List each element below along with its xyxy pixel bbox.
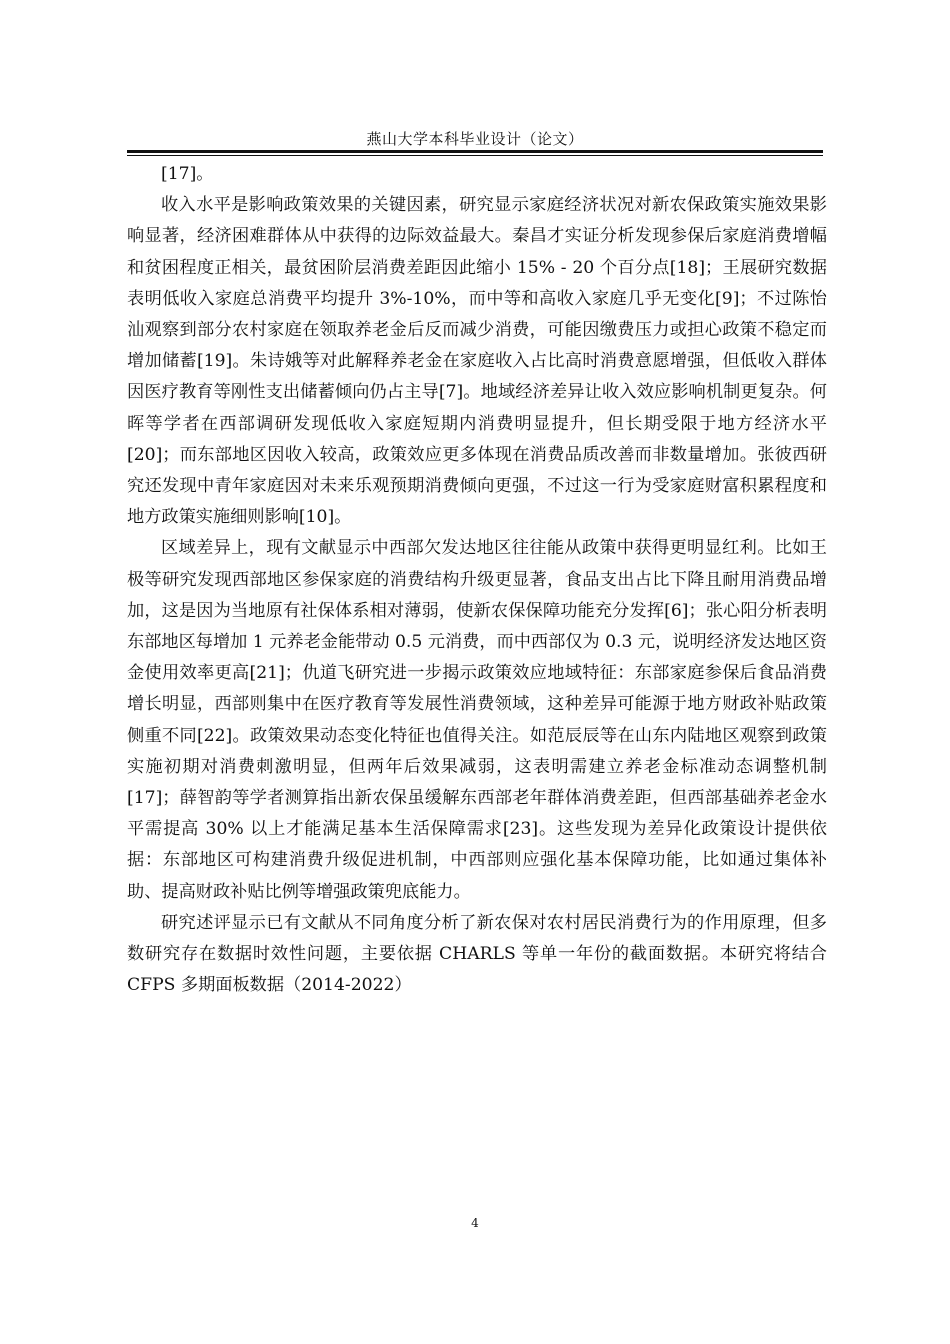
page-header-title: 燕山大学本科毕业设计（论文） xyxy=(366,130,584,148)
page-number: 4 xyxy=(471,1216,479,1230)
paragraph-research-review: 研究述评显示已有文献从不同角度分析了新农保对农村居民消费行为的作用原理，但多数研究存在数据时效性问题，主要依据 CHARLS 等单一年份的截面数据。本研究将结合 CFPS 多期面板数据（2014-2022） xyxy=(127,912,827,996)
header-rule-thick xyxy=(127,150,823,153)
header-rule-thin xyxy=(127,155,823,156)
body-text xyxy=(127,159,827,1001)
paragraph-regional-difference: 区域差异上，现有文献显示中西部欠发达地区往往能从政策中获得更明显红利。比如王极等研究发现西部地区参保家庭的消费结构升级更显著，食品支出占比下降且耐用消费品增加，这是因为当地原有社保体系相对薄弱，使新农保保障功能充分发挥[6]；张心阳分析表明东部地区每增加 1 元养老金能带动 0.5 元消费，而中西部仅为 0.3 元，说明经济发达地区资金使用效率更高[21]；仇道飞研究进一步揭示政策效应地域特征：东部家庭参保后食品消费增长明显，西部则集中在医疗教育等发展性消费领域，这种差异可能源于地方财政补贴政策侧重不同[22]。政策效果动态变化特征也值得关注。如范辰辰等在山东内陆地区观察到政策实施初期对消费刺激明显，但两年后效果减弱，这表明需建立养老金标准动态调整机制[17]；薛智韵等学者测算指出新农保虽缓解东西部老年群体消费差距，但西部基础养老金水平需提高 30% 以上才能满足基本生活保障需求[23]。这些发现为差异化政策设计提供依据：东部地区可构建消费升级促进机制，中西部则应强化基本保障功能，比如通过集体补助、提高财政补贴比例等增强政策兜底能力。 xyxy=(127,538,827,902)
paragraph-continuation: [17]。 xyxy=(161,164,214,184)
paragraph-income-level: 收入水平是影响政策效果的关键因素，研究显示家庭经济状况对新农保政策实施效果影响显著，经济困难群体从中获得的边际效益最大。秦昌才实证分析发现参保后家庭消费增幅和贫困程度正相关，最贫困阶层消费差距因此缩小 15% - 20 个百分点[18]；王展研究数据表明低收入家庭总消费平均提升 3%-10%，而中等和高收入家庭几乎无变化[9]；不过陈怡汕观察到部分农村家庭在领取养老金后反而减少消费，可能因缴费压力或担心政策不稳定而增加储蓄[19]。朱诗娥等对此解释养老金在家庭收入占比高时消费意愿增强，但低收入群体因医疗教育等刚性支出储蓄倾向仍占主导[7]。地域经济差异让收入效应影响机制更复杂。何晖等学者在西部调研发现低收入家庭短期内消费明显提升，但长期受限于地方经济水平[20]；而东部地区因收入较高，政策效应更多体现在消费品质改善而非数量增加。张彼西研究还发现中青年家庭因对未来乐观预期消费倾向更强，不过这一行为受家庭财富积累程度和地方政策实施细则影响[10]。 xyxy=(127,195,827,528)
